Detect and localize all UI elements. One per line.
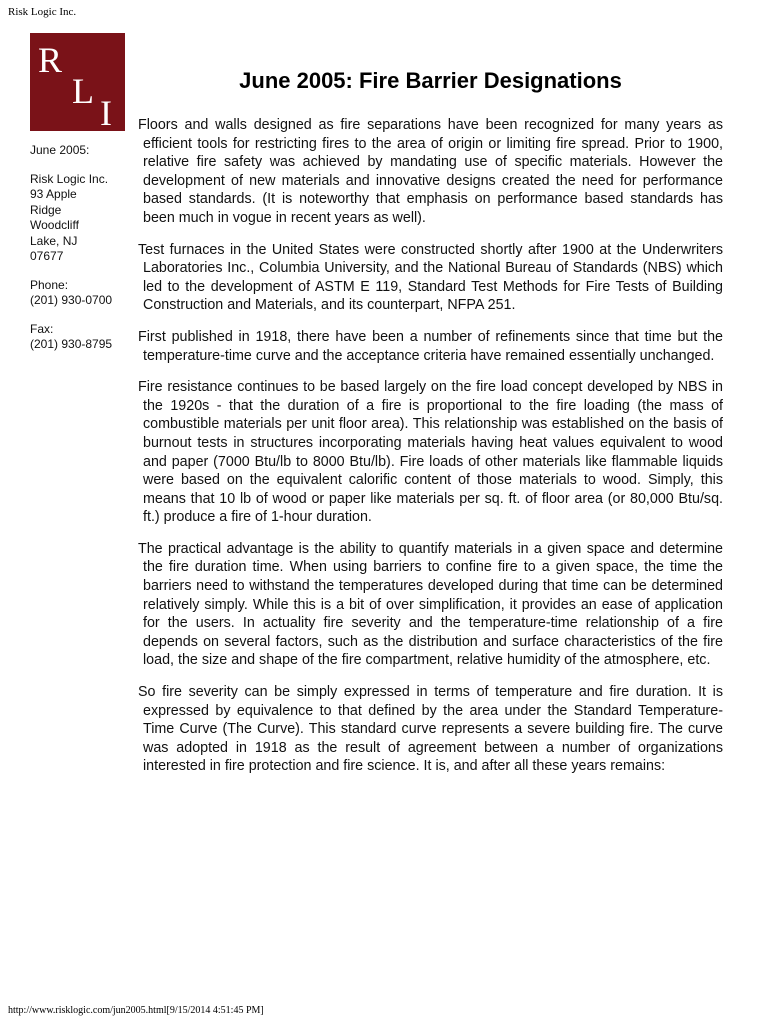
address-line: Lake, NJ <box>30 233 78 248</box>
address-line: 93 Apple <box>30 187 77 201</box>
logo-letter-i: I <box>100 93 112 133</box>
article-paragraph: So fire severity can be simply expressed in terms of temperature and fire duration. It is expressed by equivalence to that defined by the area under the Standard Temperature-Time Curve (The Curve). This standard curve represents a severe building fire. The curve was adopted in 1918 as the result of agreement between a number of organizations interested in fire protection and fire science. It is, and after all these years remains: <box>138 684 723 775</box>
address-line: 07677 <box>30 249 64 263</box>
address-line: Woodcliff <box>30 218 79 232</box>
address-line: Ridge <box>30 202 62 217</box>
company-name: Risk Logic Inc. <box>30 171 109 186</box>
article-paragraph: Fire resistance continues to be based largely on the fire load concept developed by NBS in the 1920s - that the duration of a fire is proportional to the fire loading (the mass of combustible materials per unit floor area). This relationship was established on the basis of burnout tests in structures incorporating materials having heat values equivalent to wood and paper (7000 Btu/lb to 8000 Btu/lb). Fire loads of other materials like flammable liquids were based on the equivalent calorific content of those materials to wood. Simply, this means that 10 lb of wood or paper like materials per sq. ft. of floor area (or 80,000 Btu/sq. ft.) produce a fire of 1-hour duration. <box>138 379 723 526</box>
sidebar-contact <box>30 143 122 366</box>
fax-number: (201) 930-8795 <box>30 337 113 351</box>
sidebar-address-block <box>30 172 122 265</box>
article-paragraph: The practical advantage is the ability to quantify materials in a given space and determine the fire duration time. When using barriers to confine fire to a given space, the time the barriers need to withstand the temperatures developed during that time can be determined relatively simply. While this is a bit of over simplification, it provides an ease of application for the users. In actuality fire severity and the temperature-time relationship of a fire depends on several factors, such as the distribution and surface characteristics of the fire load, the size and shape of the fire compartment, relative humidity of the atmosphere, etc. <box>138 540 723 669</box>
rli-logo <box>30 33 125 131</box>
print-header: Risk Logic Inc. <box>8 6 77 18</box>
phone-number: (201) 930-0700 <box>30 293 113 307</box>
article-title: June 2005: Fire Barrier Designations <box>239 68 622 93</box>
logo-letter-r: R <box>38 40 63 80</box>
sidebar-phone-block <box>30 278 122 309</box>
sidebar-date: June 2005: <box>30 143 90 157</box>
article-paragraph: Test furnaces in the United States were constructed shortly after 1900 at the Underwriters Laboratories Inc., Columbia University, and the National Bureau of Standards (NBS) which led to the development of ASTM E 119, Standard Test Methods for Fire Tests of Building Construction and Materials, and its counterpart, NFPA 251. <box>138 241 723 314</box>
print-footer-url: http://www.risklogic.com/jun2005.html[9/15/2014 4:51:45 PM] <box>8 1005 264 1016</box>
sidebar-fax-block <box>30 322 122 353</box>
article-paragraph: First published in 1918, there have been a number of refinements since that time but the temperature-time curve and the acceptance criteria have remained essentially unchanged. <box>138 328 723 364</box>
article-body <box>138 116 723 789</box>
fax-label: Fax: <box>30 321 54 336</box>
phone-label: Phone: <box>30 277 69 292</box>
logo-letter-l: L <box>72 71 94 111</box>
article-paragraph: Floors and walls designed as fire separations have been recognized for many years as efficient tools for restricting fires to the area of origin or limiting fire spread. Prior to 1900, relative fire safety was achieved by mandating use of specific materials. However the development of new materials and innovative designs created the need for performance based standards. (It is noteworthy that emphasis on performance based standards has been much in vogue in recent years as well). <box>138 117 723 226</box>
